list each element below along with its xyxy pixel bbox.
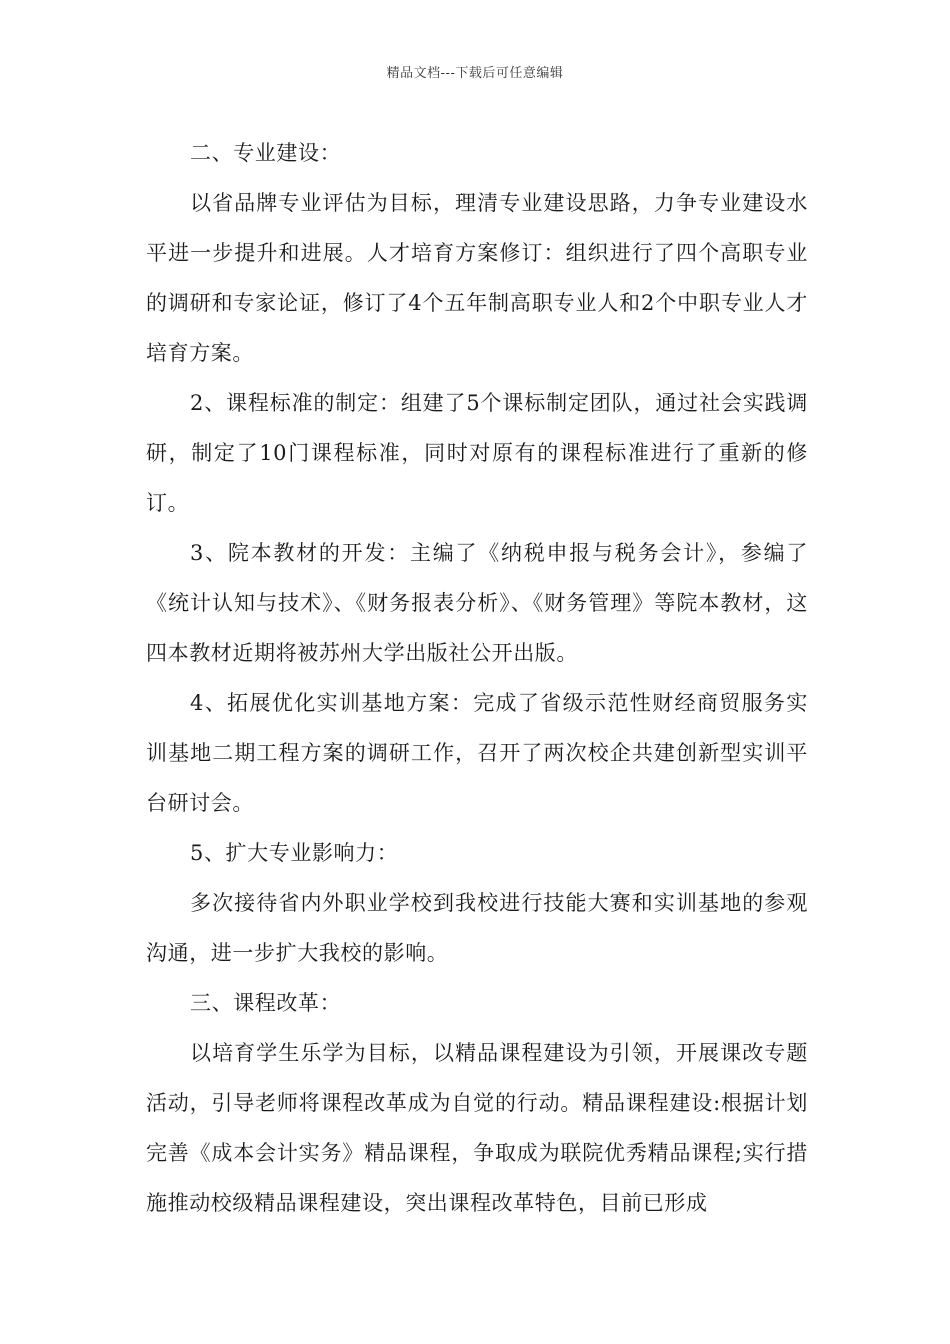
document-body [146,128,808,1228]
paragraph-influence-heading: 5、扩大专业影响力： [190,841,399,865]
paragraph-curriculum-reform: 以培育学生乐学为目标，以精品课程建设为引领，开展课改专题活动，引导老师将课程改革成为自觉的行动。精品课程建设:根据计划完善《成本会计实务》精品课程，争取成为联院优秀精品课程;实行措施推动校级精品课程建设，突出课程改革特色，目前已形成 [146,1041,808,1215]
section-heading-specialty: 二、专业建设： [190,141,342,165]
paragraph-specialty-overview: 以省品牌专业评估为目标，理清专业建设思路，力争专业建设水平进一步提升和进展。人才培育方案修订：组织进行了四个高职专业的调研和专家论证，修订了4个五年制高职专业人和2个中职专业人才培育方案。 [146,191,808,365]
paragraph-textbooks: 3、院本教材的开发：主编了《纳税申报与税务会计》，参编了《统计认知与技术》、《财务报表分析》、《财务管理》等院本教材，这四本教材近期将被苏州大学出版社公开出版。 [146,541,808,665]
header-note: 精品文档---下载后可任意编辑 [386,66,564,81]
section-heading-curriculum-reform: 三、课程改革： [190,991,342,1015]
paragraph-curriculum-standards: 2、课程标准的制定：组建了5个课标制定团队，通过社会实践调研，制定了10门课程标准，同时对原有的课程标准进行了重新的修订。 [146,391,808,515]
paragraph-training-base: 4、拓展优化实训基地方案：完成了省级示范性财经商贸服务实训基地二期工程方案的调研工作，召开了两次校企共建创新型实训平台研讨会。 [146,691,808,815]
paragraph-influence: 多次接待省内外职业学校到我校进行技能大赛和实训基地的参观沟通，进一步扩大我校的影响。 [146,891,808,965]
